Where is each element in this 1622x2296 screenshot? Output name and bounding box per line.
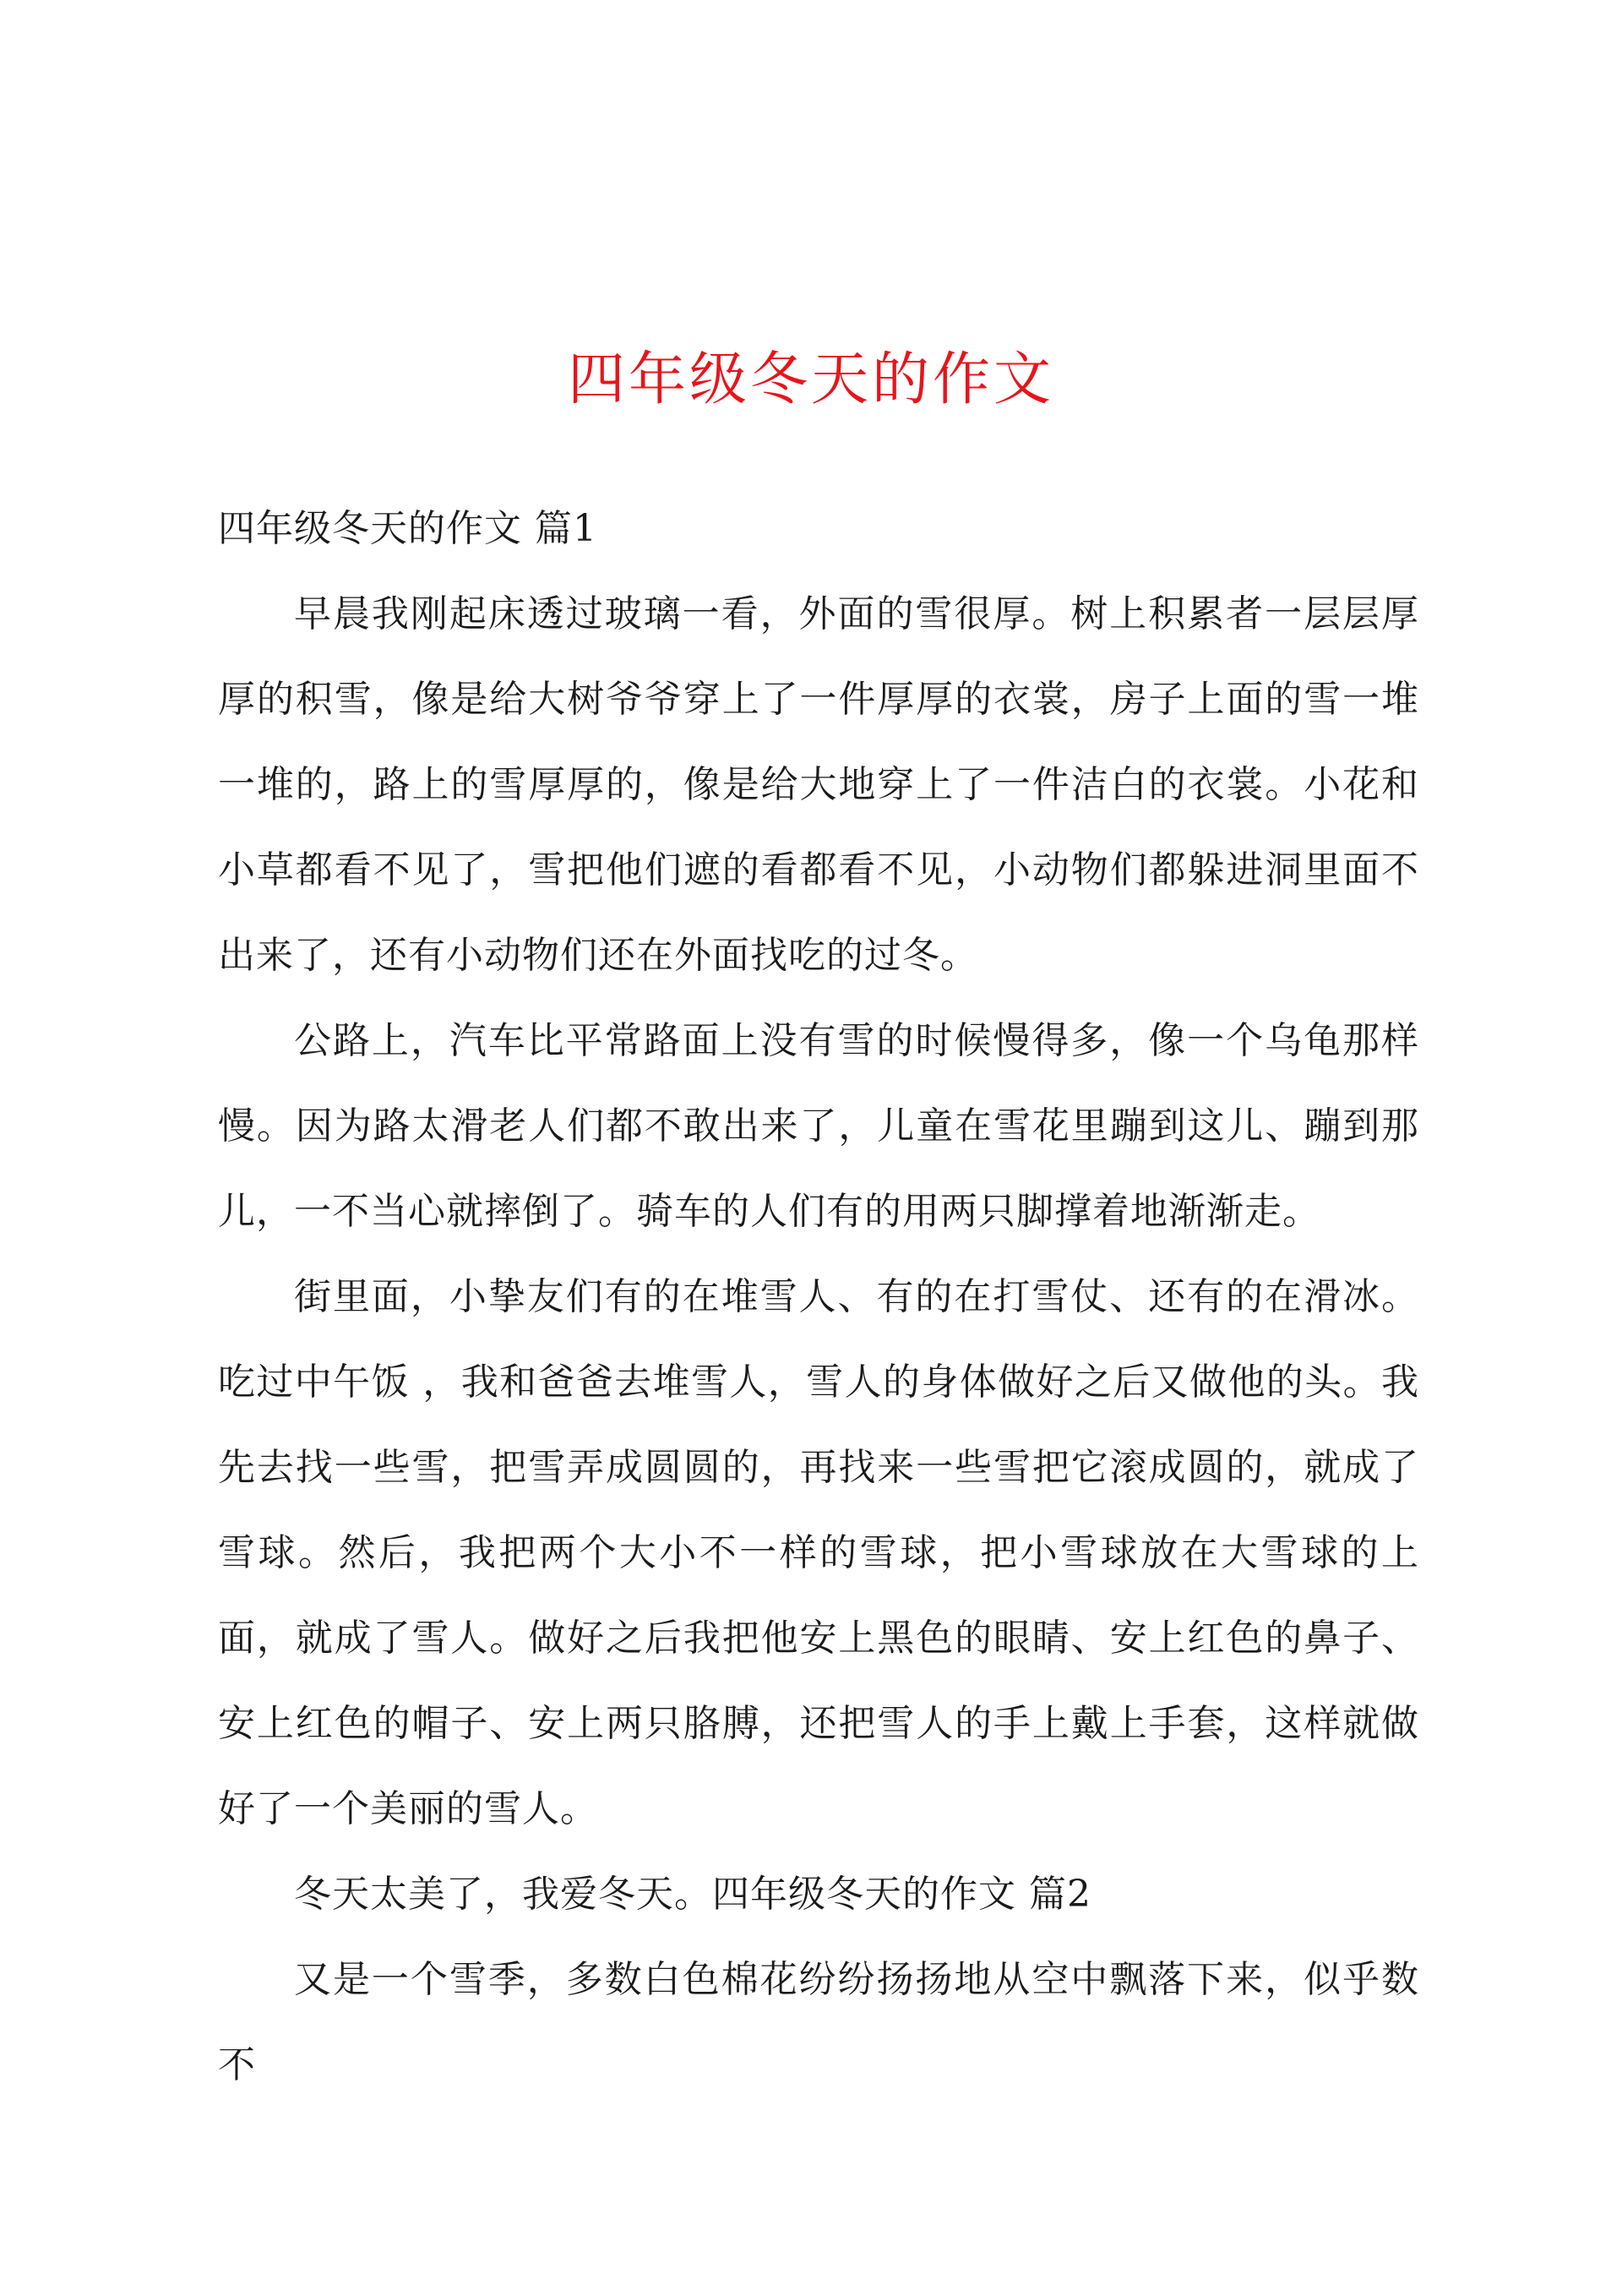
section-heading-1: 四年级冬天的作文 篇1 (218, 507, 597, 550)
document-title: 四年级冬天的作文 (567, 346, 1054, 413)
paragraph: 公路上，汽车比平常路面上没有雪的时候慢得多，像一个乌龟那样慢。因为路太滑老人们都不敢出来了，儿童在雪花里蹦到这儿、蹦到那儿，一不当心就摔倒了。骑车的人们有的用两只脚撑着地渐渐走。 (218, 1019, 1419, 1233)
paragraph: 冬天太美了，我爱冬天。四年级冬天的作文 篇2 (294, 1873, 1091, 1916)
document-body (218, 486, 1419, 2108)
paragraph: 街里面，小挚友们有的在堆雪人、有的在打雪仗、还有的在滑冰。吃过中午饭 ，我和爸爸去堆雪人，雪人的身体做好之后又做他的头。我先去找一些雪，把雪弄成圆圆的，再找来一些雪把它滚成圆的，就成了雪球。然后，我把两个大小不一样的雪球，把小雪球放在大雪球的上面，就成了雪人。做好之后我把他安上黑色的眼睛、安上红色的鼻子、安上红色的帽子、安上两只胳膊，还把雪人的手上戴上手套，这样就做好了一个美丽的雪人。 (218, 1275, 1419, 1830)
paragraph: 又是一个雪季，多数白色棉花纷纷扬扬地从空中飘落下来，似乎数不 (218, 1958, 1419, 2086)
paragraph: 早晨我刚起床透过玻璃一看，外面的雪很厚。树上积累者一层层厚厚的积雪，像是给大树爷爷穿上了一件厚厚的衣裳，房子上面的雪一堆一堆的，路上的雪厚厚的，像是给大地穿上了一件洁白的衣裳。小花和小草都看不见了，雪把他们遮的看都看不见，小动物们都躲进洞里面不出来了，还有小动物们还在外面找吃的过冬。 (218, 592, 1419, 977)
